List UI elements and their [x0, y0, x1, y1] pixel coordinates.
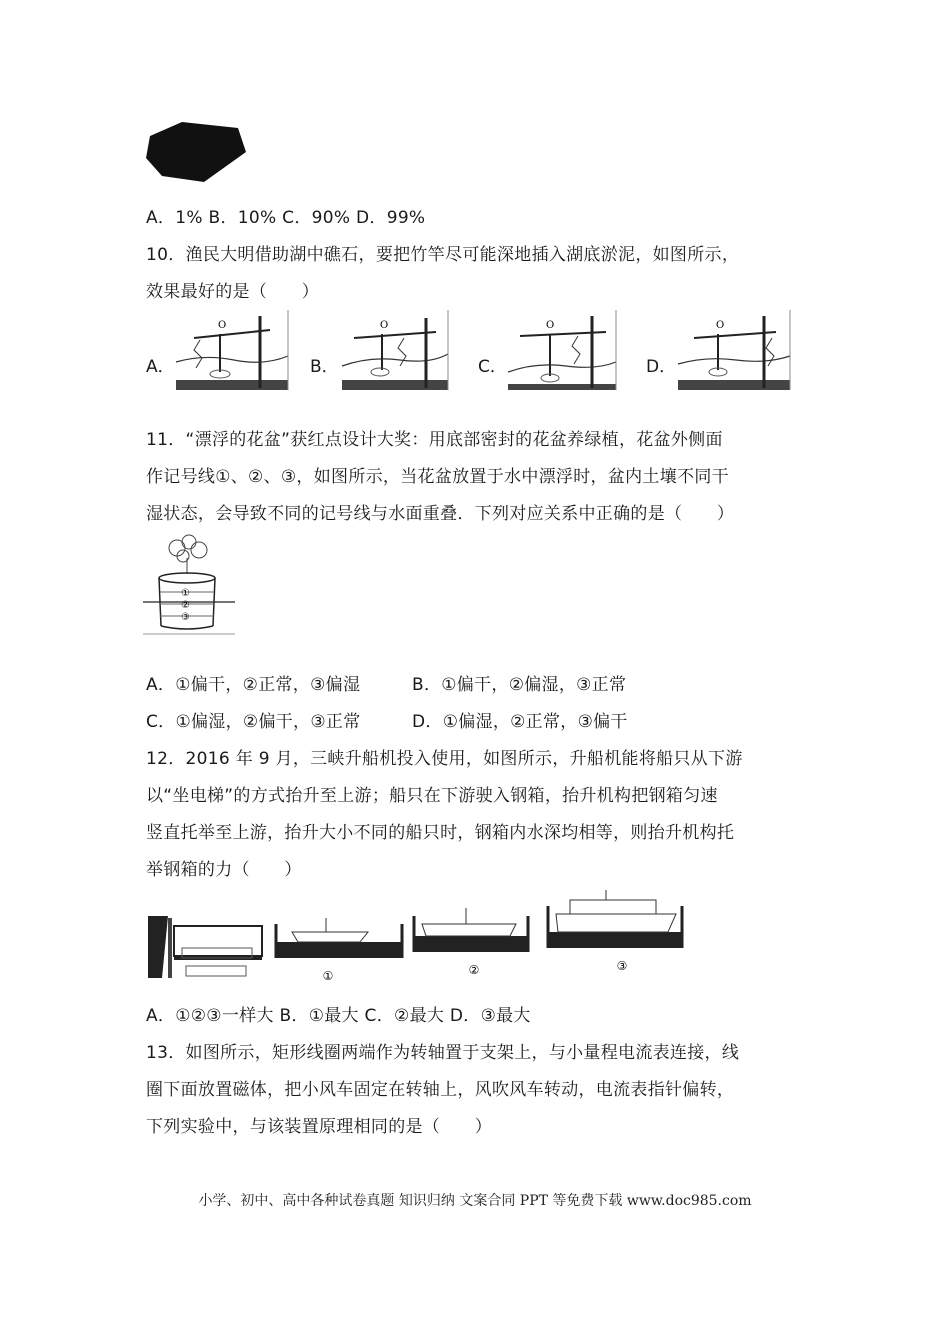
- q11-stem-line3: 湿状态，会导致不同的记号线与水面重叠．下列对应关系中正确的是（ ）: [146, 504, 735, 524]
- q10-label-d: D．: [646, 357, 677, 377]
- q13-stem-line2: 圈下面放置磁体，把小风车固定在转轴上，风吹风车转动，电流表指针偏转，: [146, 1080, 735, 1100]
- q11-stem-line1: 11．“漂浮的花盆”获红点设计大奖：用底部密封的花盆养绿植，花盆外侧面: [146, 430, 723, 450]
- mark-1: ①: [181, 588, 190, 599]
- q12-stem-line1: 12．2016 年 9 月，三峡升船机投入使用，如图所示，升船机能将船只从下游: [146, 749, 743, 769]
- q9-options: A．1% B．10% C．90% D．99%: [146, 208, 426, 228]
- box-label-3: ③: [616, 959, 628, 973]
- q13-stem-line3: 下列实验中，与该装置原理相同的是（ ）: [146, 1117, 492, 1137]
- pivot-o: O: [546, 320, 555, 331]
- pivot-o: O: [716, 320, 725, 331]
- q10-figure-a: [174, 310, 290, 392]
- q11-option-a: A．①偏干，②正常，③偏湿: [146, 675, 361, 695]
- q13-stem-line1: 13．如图所示，矩形线圈两端作为转轴置于支架上，与小量程电流表连接，线: [146, 1043, 740, 1063]
- q11-option-c: C．①偏湿，②偏干，③正常: [146, 712, 361, 732]
- q10-figure-c: [506, 310, 618, 392]
- q10-stem-line2: 效果最好的是（ ）: [146, 282, 319, 302]
- q11-stem-line2: 作记号线①、②、③，如图所示，当花盆放置于水中漂浮时，盆内土壤不同干: [146, 467, 729, 487]
- q12-stem-line4: 举钢箱的力（ ）: [146, 860, 302, 880]
- q10-stem-line1: 10．渔民大明借助湖中礁石，要把竹竿尽可能深地插入湖底淤泥，如图所示，: [146, 245, 740, 265]
- mark-2: ②: [181, 600, 190, 611]
- q11-option-b: B．①偏干，②偏湿，③正常: [412, 675, 627, 695]
- q12-stem-line2: 以“坐电梯”的方式抬升至上游；船只在下游驶入钢箱，抬升机构把钢箱匀速: [146, 786, 718, 806]
- q11-flowerpot-figure: [143, 534, 235, 636]
- block-figure: [142, 118, 252, 188]
- q11-option-d: D．①偏湿，②正常，③偏干: [412, 712, 628, 732]
- q12-options: A．①②③一样大 B．①最大 C．②最大 D．③最大: [146, 1006, 531, 1026]
- q12-stem-line3: 竖直托举至上游，抬升大小不同的船只时，钢箱内水深均相等，则抬升机构托: [146, 823, 735, 843]
- q10-label-c: C．: [478, 357, 507, 377]
- page-footer: 小学、初中、高中各种试卷真题 知识归纳 文案合同 PPT 等免费下载 www.doc985.com: [198, 1193, 752, 1209]
- q10-figure-b: [340, 310, 450, 392]
- box-label-2: ②: [468, 963, 480, 977]
- pivot-o: O: [380, 320, 389, 331]
- box-label-1: ①: [322, 969, 334, 982]
- q10-label-b: B．: [310, 357, 339, 377]
- pivot-o: O: [218, 320, 227, 331]
- mark-3: ③: [181, 612, 190, 623]
- q12-ship-lift-figure: [146, 886, 686, 982]
- q10-label-a: A．: [146, 357, 175, 377]
- q10-figure-d: [676, 310, 792, 392]
